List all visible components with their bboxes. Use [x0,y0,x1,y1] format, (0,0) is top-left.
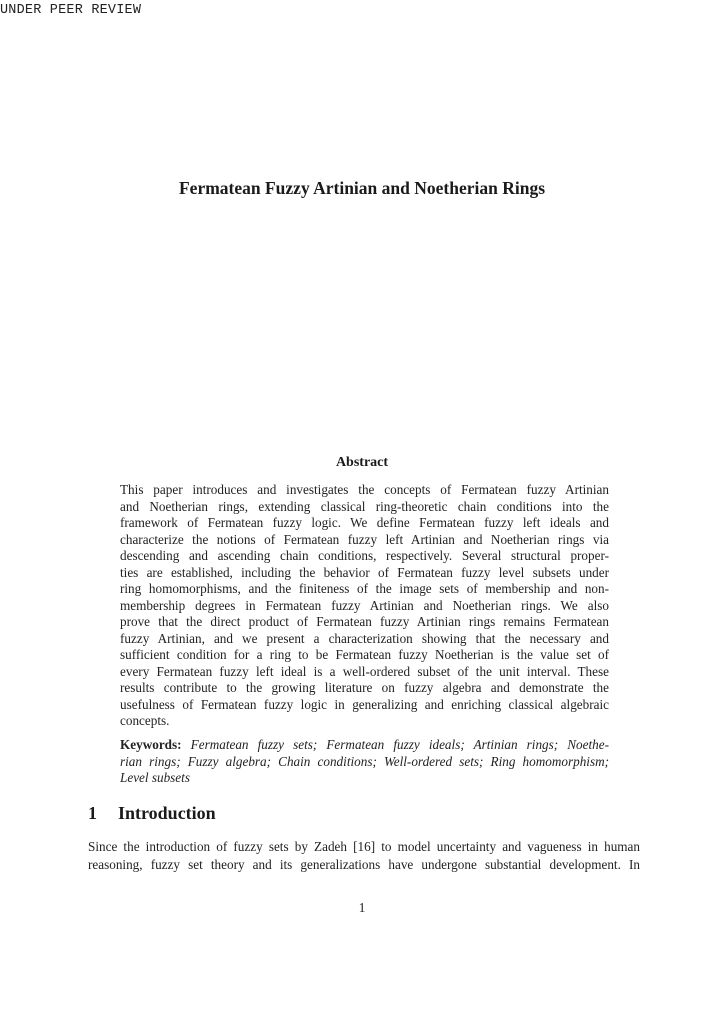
abstract-line: fuzzy Artinian, and we present a characterization showing that the necessary and [120,630,609,646]
abstract-line: results contribute to the growing literature on fuzzy algebra and demonstrate the [120,680,609,695]
abstract-line: ties are established, including the behavior of Fermatean fuzzy level subsets under [120,564,609,580]
introduction-line: reasoning, fuzzy set theory and its generalizations have undergone substantial development. In [88,857,640,872]
section-heading [88,803,216,824]
abstract-line: framework of Fermatean fuzzy logic. We define Fermatean fuzzy left ideals and [120,515,609,530]
abstract-line: characterize the notions of Fermatean fuzzy left Artinian and Noetherian rings via [120,531,609,547]
keywords-line [120,737,609,754]
watermark: UNDER PEER REVIEW [0,3,142,18]
abstract-line: This paper introduces and investigates the concepts of Fermatean fuzzy Artinian [120,482,609,497]
keywords [120,737,609,787]
keywords-line: rian rings; Fuzzy algebra; Chain conditions; Well-ordered sets; Ring homomorphism; [120,753,609,769]
abstract-line: every Fermatean fuzzy left ideal is a well-ordered subset of the unit interval. These [120,663,609,679]
introduction-line: Since the introduction of fuzzy sets by Zadeh [16] to model uncertainty and vagueness in human [88,839,640,854]
abstract-line: descending and ascending chain conditions, respectively. Several structural proper- [120,548,609,563]
introduction-body [88,838,640,874]
abstract-line: and Noetherian rings, extending classical ring-theoretic chain conditions into the [120,498,609,514]
abstract-line: sufficient condition for a ring to be Fermatean fuzzy Noetherian is the value set of [120,647,609,662]
section-number: 1 [88,803,97,823]
paper-title: Fermatean Fuzzy Artinian and Noetherian Rings [178,178,546,198]
abstract-line: prove that the direct product of Fermatean fuzzy Artinian rings remains Fermatean [120,614,609,629]
keywords-line: Level subsets [120,770,190,785]
keywords-label: Keywords: [120,737,182,752]
abstract-body [120,482,609,730]
abstract-line: ring homomorphisms, and the finiteness of the image sets of membership and non- [120,581,609,596]
abstract-line: usefulness of Fermatean fuzzy logic in generalizing and enriching classical algebraic [120,696,609,712]
page-number: 1 [358,900,366,915]
abstract-heading: Abstract [335,455,389,470]
abstract-line: membership degrees in Fermatean fuzzy Artinian and Noetherian rings. We also [120,597,609,613]
keywords-text: Fermatean fuzzy sets; Fermatean fuzzy ideals; Artinian rings; Noethe- [190,737,610,752]
abstract-line: concepts. [120,713,170,728]
section-title: Introduction [118,803,216,823]
